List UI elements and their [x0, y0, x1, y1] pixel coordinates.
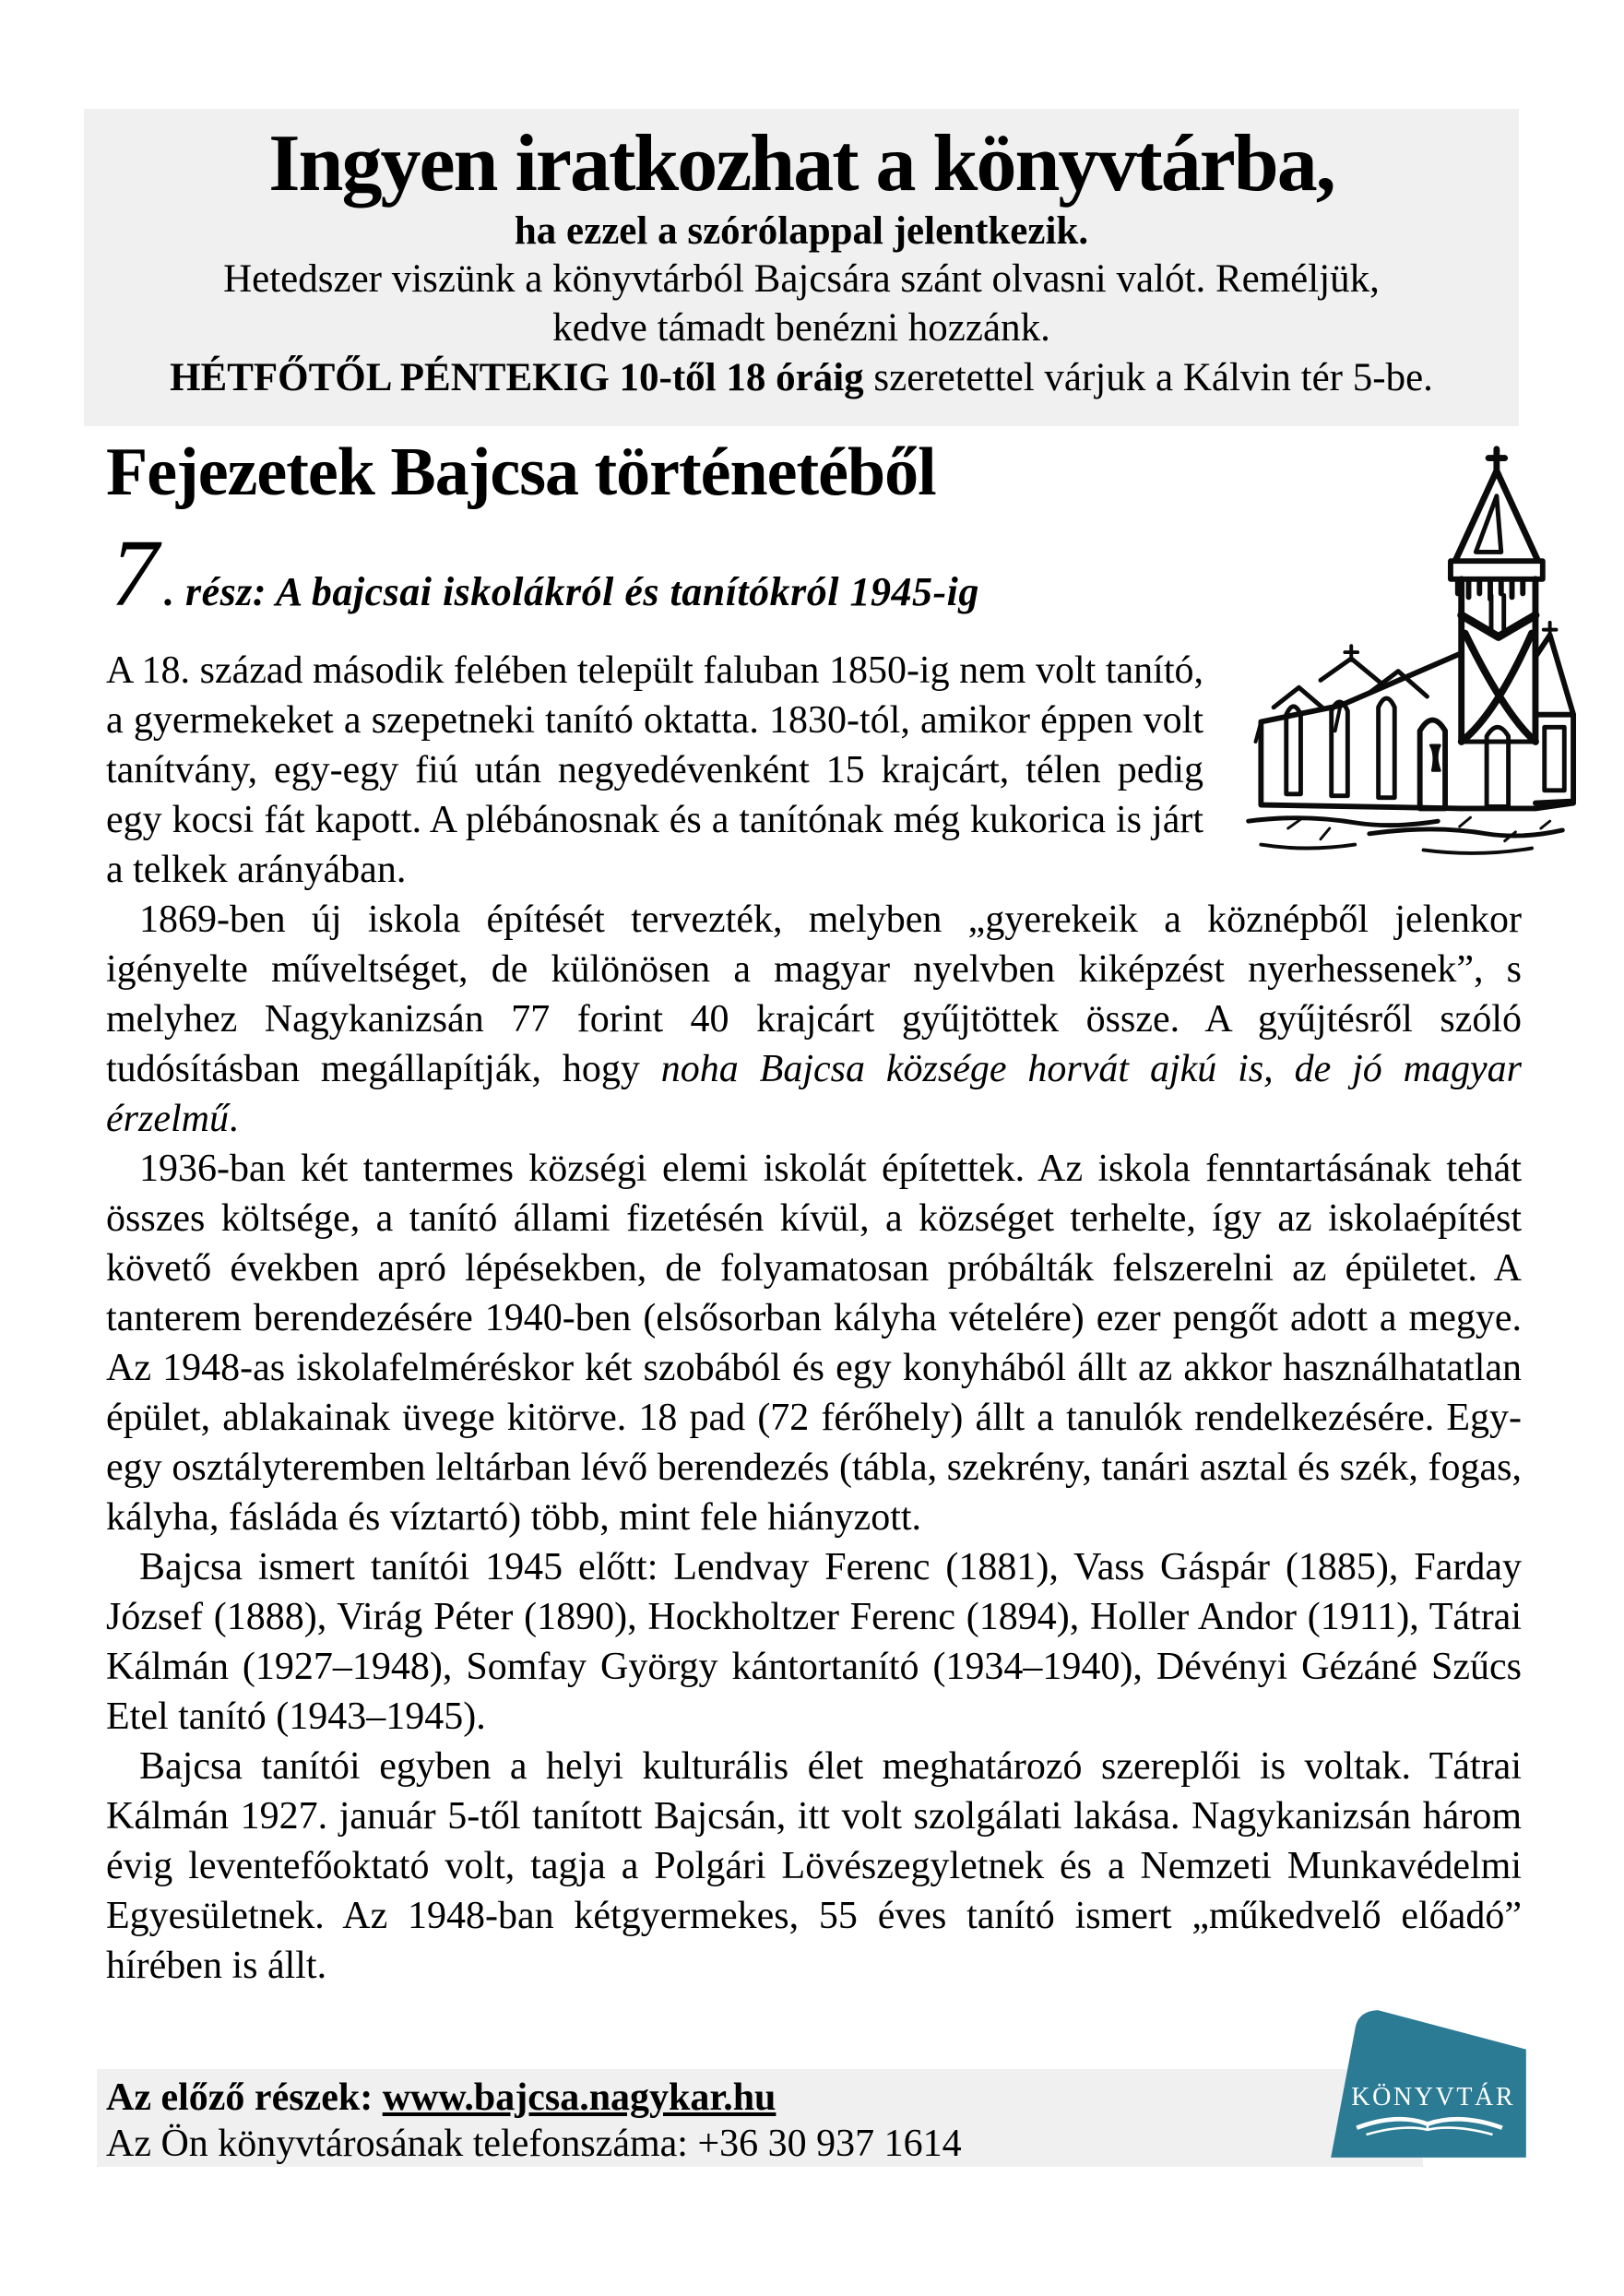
hours-regular-part: szeretettel várjuk a Kálvin tér 5-be. — [863, 356, 1433, 400]
article-body — [106, 646, 1522, 1991]
part-number: 7 — [111, 520, 159, 626]
paragraph: A 18. század második felében települt faluban 1850-ig nem volt tanító, a gyermekeket a szepetneki tanító oktatta. 1830-tól, amikor éppen volt tanítvány, egy-egy fiú után negyedévenként 15 krajcárt, télen pedig egy kocsi fát kapott. A plébánosnak és a tanítónak még kukorica is járt a telkek arányában. — [106, 649, 1203, 891]
previous-parts-url[interactable]: www.bajcsa.nagykar.hu — [382, 2076, 776, 2119]
header-banner — [84, 109, 1519, 426]
logo-text: KÖNYVTÁR — [1351, 2082, 1516, 2112]
previous-parts-line — [106, 2075, 1423, 2121]
header-lead: Hetedszer viszünk a könyvtárból Bajcsára szánt olvasni valót. Reméljük, kedve támadt benézni hozzánk. — [223, 257, 1380, 350]
paragraph: Bajcsa tanítói egyben a helyi kulturális élet meghatározó szereplői is voltak. Tátrai Kálmán 1927. január 5-től tanított Bajcsán, itt volt szolgálati lakása. Nagykanizsán három évig leventefőoktató volt, tagja a Polgári Lövészegyletnek és a Nemzeti Munkavédelmi Egyesületnek. Az 1948-ban kétgyermekes, 55 éves tanító ismert „műkedvelő előadó” hírében is állt. — [106, 1745, 1522, 1987]
phone-line: Az Ön könyvtárosának telefonszáma: +36 30 937 1614 — [106, 2123, 962, 2166]
header-subtitle: ha ezzel a szórólappal jelentkezik. — [514, 209, 1089, 254]
part-title: . rész: A bajcsai iskolákról és tanítókról 1945-ig — [164, 569, 979, 614]
previous-parts-label: Az előző részek: — [106, 2076, 383, 2119]
paragraph: Bajcsa ismert tanítói 1945 előtt: Lendvay Ferenc (1881), Vass Gáspár (1885), Farday József (1888), Virág Péter (1890), Hockholtzer Ferenc (1894), Holler Andor (1911), Tátrai Kálmán (1927–1948), Somfay György kántortanító (1934–1940), Dévényi Gézáné Szűcs Etel tanító (1943–1945). — [106, 1546, 1522, 1738]
header-hours — [84, 352, 1519, 404]
paragraph: 1936-ban két tantermes községi elemi iskolát építettek. Az iskola fenntartásának tehát összes költsége, a tanító állami fizetésén kívül, a községet terhelte, így az iskolaépítést követő években apró lépésekben, de folyamatosan próbálták felszerelni az épületet. A tanterem berendezésére 1940-ben (elsősorban kályha vételére) ezer pengőt adott a megye. Az 1948-as iskolafelméréskor két szobából és egy konyhából állt az akkor használhatatlan épület, ablakainak üvege kitörve. 18 pad (72 férőhely) állt a tanulók rendelkezésére. Egy-egy osztályteremben leltárban lévő berendezés (tábla, szekrény, tanári asztal és szék, fogas, kályha, fásláda és víztartó) több, mint fele hiányzott. — [106, 1148, 1522, 1539]
library-logo — [1326, 2007, 1531, 2160]
article-title: Fejezetek Bajcsa történetéből — [106, 434, 936, 510]
hours-bold-part: HÉTFŐTŐL PÉNTEKIG 10-től 18 óráig — [170, 356, 864, 400]
part-subtitle — [111, 520, 979, 626]
footer — [97, 2069, 1423, 2167]
main-title: Ingyen iratkozhat a könyvtárba, — [268, 119, 1334, 208]
paragraph: 1869-ben új iskola építését tervezték, melyben „gyerekeik a köznépből jelenkor igényelte műveltséget, de különösen a magyar nyelvben kiképzést nyerhessenek”, s melyhez Nagykanizsán 77 forint 40 krajcárt gyűjtöttek össze. A gyűjtésről szóló tudósításban megállapítják, hogy noha Bajcsa községe horvát ajkú is, de jó magyar érzelmű. — [106, 898, 1522, 1140]
